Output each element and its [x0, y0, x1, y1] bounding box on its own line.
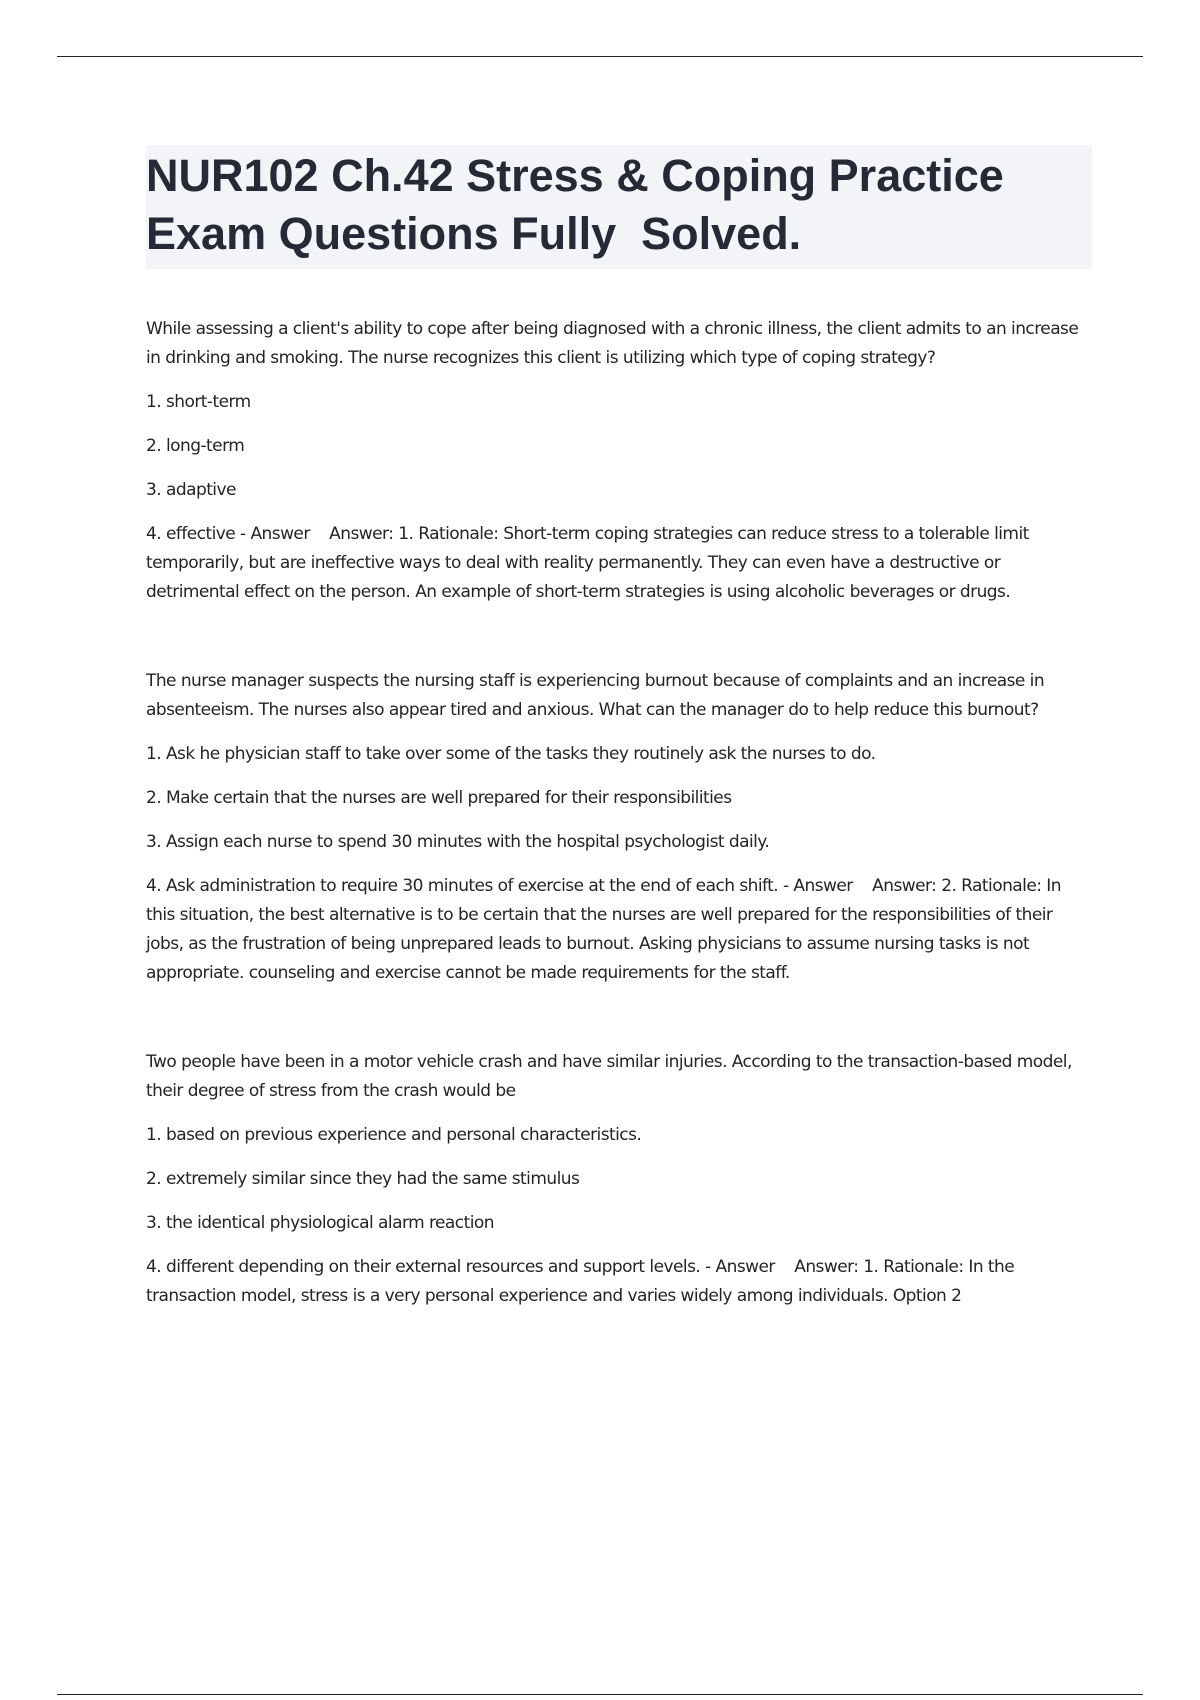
question-2 [146, 667, 1092, 988]
answer-option-with-rationale: 4. effective - Answer Answer: 1. Rationale: Short-term coping strategies can reduce stress to a tolerable limit temporarily, but are ineffective ways to deal with reality permanently. They can even have a destructive or detrimental effect on the person. An example of short-term strategies is using alcoholic beverages or drugs. [146, 524, 1034, 602]
answer-option: 2. extremely similar since they had the same stimulus [146, 1169, 580, 1189]
question-text: Two people have been in a motor vehicle crash and have similar injuries. According to the transaction-based model, their degree of stress from the crash would be [146, 1052, 1077, 1101]
question-text: The nurse manager suspects the nursing staff is experiencing burnout because of complaints and an increase in absenteeism. The nurses also appear tired and anxious. What can the manager do to help reduce this burnout? [146, 671, 1049, 720]
answer-option: 3. Assign each nurse to spend 30 minutes with the hospital psychologist daily. [146, 832, 770, 852]
answer-option-with-rationale: 4. Ask administration to require 30 minutes of exercise at the end of each shift. - Answer Answer: 2. Rationale: In this situation, the best alternative is to be certain that the nurses are well prepared for the responsibilities of their jobs, as the frustration of being unprepared leads to burnout. Asking physicians to assume nursing tasks is not appropriate. counseling and exercise cannot be made requirements for the staff. [146, 876, 1066, 983]
document-title: NUR102 Ch.42 Stress & Coping Practice Exam Questions Fully Solved. [146, 150, 1017, 259]
answer-option: 2. long-term [146, 436, 245, 456]
answer-option: 1. Ask he physician staff to take over some of the tasks they routinely ask the nurses to do. [146, 744, 876, 764]
answer-option: 1. short-term [146, 392, 251, 412]
question-1 [146, 315, 1092, 607]
question-text: While assessing a client's ability to cope after being diagnosed with a chronic illness, the client admits to an increase in drinking and smoking. The nurse recognizes this client is utilizing which type of coping strategy? [146, 319, 1084, 368]
answer-option-with-rationale: 4. different depending on their external resources and support levels. - Answer Answer: 1. Rationale: In the transaction model, stress is a very personal experience and varies widely among individuals. Option 2 [146, 1257, 1020, 1306]
bottom-rule [57, 1694, 1143, 1695]
answer-option: 2. Make certain that the nurses are well prepared for their responsibilities [146, 788, 732, 808]
answer-option: 3. the identical physiological alarm reaction [146, 1213, 494, 1233]
question-3 [146, 1048, 1092, 1311]
top-rule [57, 56, 1143, 57]
title-box [146, 145, 1092, 269]
answer-option: 3. adaptive [146, 480, 236, 500]
document-body [146, 145, 1092, 1371]
answer-option: 1. based on previous experience and personal characteristics. [146, 1125, 642, 1145]
